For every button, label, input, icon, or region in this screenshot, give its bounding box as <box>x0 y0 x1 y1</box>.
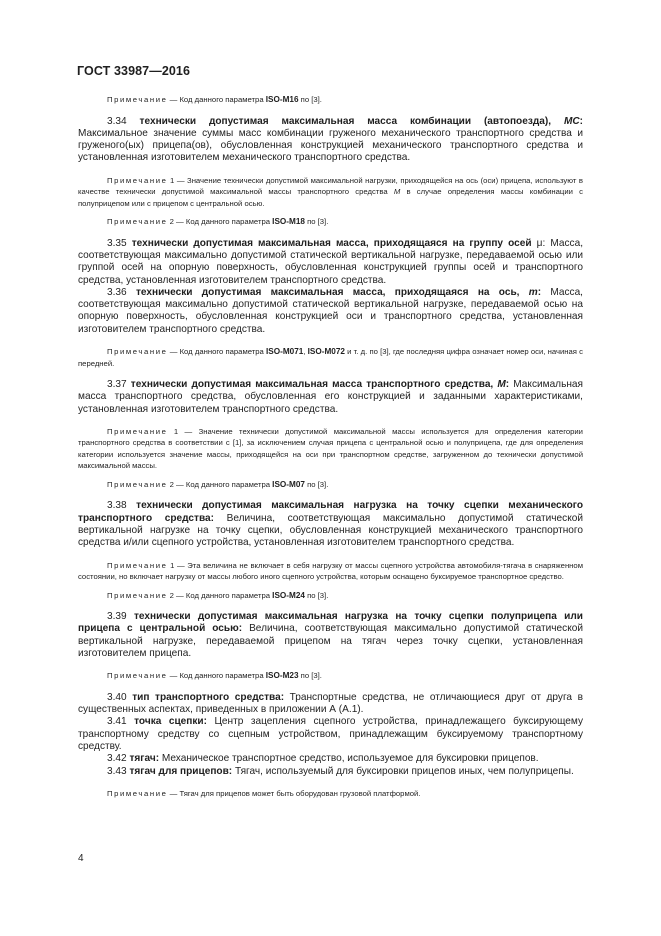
symbol: MC <box>563 115 580 127</box>
definition-3-38: 3.38 технически допустимая максимальная нагрузка на точку сцепки механического транспортного средства: Величина, соответствующая максимально допустимой статической вертикальной нагрузке на точку сцепки, обусловленная конструкцией механического транспортного средства и/или сцепного устройства, установленная изготовителем транспортного средства. <box>78 500 583 549</box>
clause-number: 3.34 <box>107 115 127 127</box>
note-3-39: Примечание — Код данного параметра ISO-M23 по [3]. <box>107 671 322 681</box>
definition-3-42: 3.42 тягач: Механическое транспортное средство, используемое для буксировки прицепов. <box>107 753 539 765</box>
term: технически допустимая максимальная масса комбинации (автопоезда), <box>139 115 564 127</box>
standard-header: ГОСТ 33987—2016 <box>77 64 191 78</box>
definition-3-41: 3.41 точка сцепки: Центр зацепления сцепного устройства, принадлежащего буксирующему транспортному средству со сцепным устройством, принадлежащим буксируемому транспортному средству. <box>78 716 583 753</box>
definition-text: Максимальное значение суммы масс комбинации груженого механического транспортного средства и груженого(ых) прицепа(ов), обусловленная конструкцией механического транспортного средства и установленная изготовителем механического транспортного средства. <box>78 127 583 164</box>
definition-3-35: 3.35 технически допустимая максимальная масса, приходящаяся на группу осей μ: Масса, соответствующая максимально допустимой статической вертикальной нагрузке, передаваемой осью или группой осей на опорную поверхность, обусловленная конструкцией группы осей и транспортного средства, установленная изготовителем транспортного средства. <box>78 237 584 286</box>
definition-3-40: 3.40 тип транспортного средства: Транспортные средства, не отличающиеся друг от друга в существенных аспектах, приведенных в приложении А (А.1). <box>78 691 583 716</box>
note-3-37-1: Примечание 1 — Значение технически допустимой максимальной массы используется для определения категории транспортного средства в соответствии с [1], за исключением случая прицепа с центральной осью и полуприцепа, где для определения категории используется значение массы, приходящейся на оси при транспортном средстве, загруженном до технически допустимой максимальной массы. <box>78 426 583 471</box>
page-content <box>78 94 583 799</box>
definition-3-36: 3.36 технически допустимая максимальная масса, приходящаяся на ось, m: Масса, соответствующая максимально допустимой статической вертикальной нагрузке, передаваемой осью на опорную поверхность, обусловленная конструкцией оси и транспортного средства, установленная изготовителем транспортного средства. <box>78 286 583 335</box>
note-3-34-1: Примечание 1 — Значение технически допустимой максимальной нагрузки, приходящейся на ось (оси) прицепа, используют в качестве технически допустимой максимальной массы транспортного средства M в случае определения массы комбинации с полуприцепом или с прицепом с центральной осью. <box>78 175 583 208</box>
definition-3-34: 3.34 технически допустимая максимальная масса комбинации (автопоезда), MC: Максимальное значение суммы масс комбинации груженого механического транспортного средства и груженого(ых) прицепа(ов), обусловленная конструкцией механического транспортного средства и установленная изготовителем механического транспортного средства. <box>78 115 584 164</box>
note-3-38-1: Примечание 1 — Эта величина не включает в себя нагрузку от массы сцепного устройства автомобиля-тягача в снаряженном состоянии, но включает нагрузку от массы любого иного сцепного устройства, которым оснащено буксируемое транспортное средство. <box>78 560 583 582</box>
param-code: ISO-M16 <box>265 95 299 104</box>
note-label: Примечание <box>107 95 168 104</box>
note-3-36: Примечание — Код данного параметра ISO-M071, ISO-M072 и т. д. по [3], где последняя цифра означает номер оси, начиная с передней. <box>78 347 583 368</box>
definition-3-37: 3.37 технически допустимая максимальная масса транспортного средства, M: Максимальная масса транспортного средства, обусловленная его конструкцией и заданными характеристиками, установленная изготовителем транспортного средства. <box>78 379 583 415</box>
definition-3-39: 3.39 технически допустимая максимальная нагрузка на точку сцепки полуприцепа или прицепа с центральной осью: Величина, соответствующая максимально допустимой статической вертикальной нагрузке, передаваемой прицепом на тягач через точку сцепки, установленная изготовителем прицепа. <box>78 611 583 660</box>
note-3-34-2: Примечание 2 — Код данного параметра ISO-M18 по [3]. <box>107 217 329 227</box>
note-3-43: Примечание — Тягач для прицепов может быть оборудован грузовой платформой. <box>107 788 421 798</box>
definition-3-43: 3.43 тягач для прицепов: Тягач, используемый для буксировки прицепов иных, чем полуприцепы. <box>107 765 574 777</box>
note-3-37-2: Примечание 2 — Код данного параметра ISO-M07 по [3]. <box>107 479 329 489</box>
page-number: 4 <box>78 853 84 864</box>
note-3-38-2: Примечание 2 — Код данного параметра ISO-M24 по [3]. <box>107 590 329 600</box>
note-m16: Примечание — Код данного параметра ISO-M16 по [3]. <box>107 95 322 104</box>
